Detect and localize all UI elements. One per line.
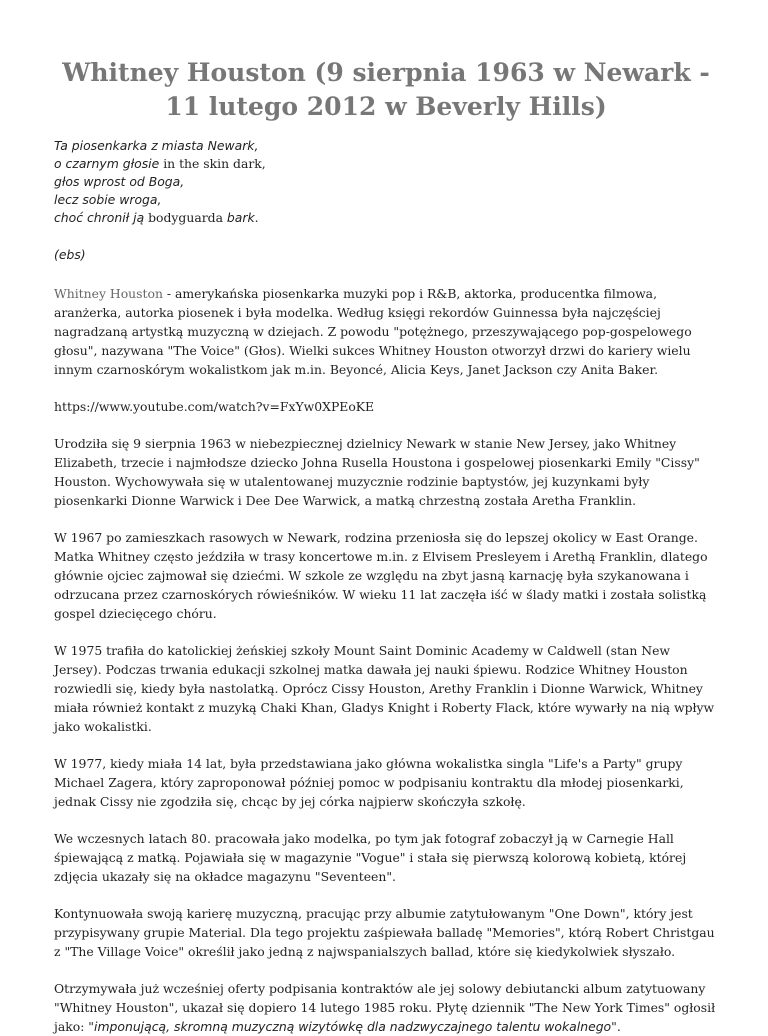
- nyt-quote: imponującą, skromną muzyczną wizytówkę dla nadzwyczajnego talentu wokalnego: [94, 1019, 612, 1034]
- author-note-text: (ebs): [54, 247, 86, 262]
- poem-italic-text: o czarnym głosie: [54, 156, 160, 171]
- intro-text: - amerykańska piosenkarka muzyki pop i R&B, aktorka, producentka filmowa, aranżerka, autorka piosenek i była modelka. Według księgi rekordów Guinnessa była najczęściej nagradzaną artystką muzyczną w dziejach. Z powodu "potężnego, przeszywającego pop-gospelowego głosu", nazywana "The Voice" (Głos). Wielki sukces Whitney Houston otworzył drzwi do kariery wielu innym czarnoskórym wokalistkom jak m.in. Beyoncé, Alicia Keys, Janet Jackson czy Anita Baker.: [54, 286, 692, 377]
- paragraph-debut: [54, 979, 718, 1036]
- poem-plain-text: .: [254, 210, 259, 225]
- debut-tail: ".: [611, 1019, 621, 1034]
- paragraph-1977: W 1977, kiedy miała 14 lat, była przedstawiana jako główna wokalistka singla "Life's a Party" grupy Michael Zagera, który zaproponował później pomoc w podpisaniu kontraktu dla młodej piosenkarki, jednak Cissy nie zgodziła się, chcąc by jej córka najpierw skończyła szkołę.: [54, 756, 684, 809]
- poem-italic-text: choć chronił ją: [54, 210, 145, 225]
- poem-line: [54, 137, 718, 155]
- youtube-url: https://www.youtube.com/watch?v=FxYw0XPEoKE: [54, 399, 375, 414]
- poem-italic-text: bark: [226, 210, 255, 225]
- paragraph-modeling: We wczesnych latach 80. pracowała jako modelka, po tym jak fotograf zobaczył ją w Carnegie Hall śpiewającą z matką. Pojawiała się w magazynie "Vogue" i stała się pierwszą kolorową kobietą, której zdjęcia ukazały się na okładce magazynu "Seventeen".: [54, 831, 687, 884]
- whitney-houston-link[interactable]: Whitney Houston: [54, 286, 163, 301]
- debut-text: Otrzymywała już wcześniej oferty podpisania kontraktów ale jej solowy debiutancki album zatytuowany "Whitney Houston", ukazał się dopiero 14 lutego 1985 roku. Płytę dziennik "The New York Times" ogłosił jako: ": [54, 981, 716, 1034]
- paragraph-one-down: Kontynuowała swoją karierę muzyczną, pracując przy albumie zatytułowanym "One Down", który jest przypisywany grupie Material. Dla tego projektu zaśpiewała balladę "Memories", którą Robert Christgau z "The Village Voice" określił jako jedną z najwspanialszych ballad, które się kiedykolwiek słyszało.: [54, 906, 715, 959]
- paragraph-1975: W 1975 trafiła do katolickiej żeńskiej szkoły Mount Saint Dominic Academy w Caldwell (stan New Jersey). Podczas trwania edukacji szkolnej matka dawała jej nauki śpiewu. Rodzice Whitney Houston rozwiedli się, kiedy była nastolatką. Oprócz Cissy Houston, Arethy Franklin i Dionne Warwick, Whitney miała również kontakt z muzyką Chaki Khan, Gladys Knight i Roberty Flack, które wywarły na nią wpływ jako wokalistki.: [54, 643, 715, 734]
- document-page: [54, 0, 718, 1036]
- poem: [54, 137, 718, 227]
- poem-italic-text: Ta piosenkarka z miasta Newark,: [54, 138, 259, 153]
- paragraph-1967: W 1967 po zamieszkach rasowych w Newark, rodzina przeniosła się do lepszej okolicy w East Orange. Matka Whitney często jeździła w trasy koncertowe m.in. z Elvisem Presleyem i Arethą Franklin, dlatego głównie ojciec zajmował się dziećmi. W szkole ze względu na zbyt jasną karnację była szykanowana i odrzucana przez czarnoskórych rówieśników. W wieku 11 lat zaczęła iść w ślady matki i została solistką gospel dziecięcego chóru.: [54, 530, 708, 621]
- poem-line: [54, 155, 718, 173]
- poem-line: [54, 209, 718, 227]
- intro-paragraph: [54, 284, 718, 379]
- page-title: Whitney Houston (9 sierpnia 1963 w Newark - 11 lutego 2012 w Beverly Hills): [62, 58, 710, 121]
- poem-italic-text: lecz sobie wroga,: [54, 192, 162, 207]
- paragraph-birth: Urodziła się 9 sierpnia 1963 w niebezpiecznej dzielnicy Newark w stanie New Jersey, jako Whitney Elizabeth, trzecie i najmłodsze dziecko Johna Rusella Houstona i gospelowej piosenkarki Emily "Cissy" Houston. Wychowywała się w utalentowanej muzycznie rodzinie baptystów, jej kuzynkami były piosenkarki Dionne Warwick i Dee Dee Warwick, a matką chrzestną została Aretha Franklin.: [54, 436, 700, 508]
- poem-line: [54, 173, 718, 191]
- poem-plain-text: in the skin dark,: [159, 156, 266, 171]
- poem-italic-text: głos wprost od Boga,: [54, 174, 185, 189]
- poem-plain-text: bodyguarda: [144, 210, 227, 225]
- poem-line: [54, 191, 718, 209]
- author-note: [54, 246, 718, 264]
